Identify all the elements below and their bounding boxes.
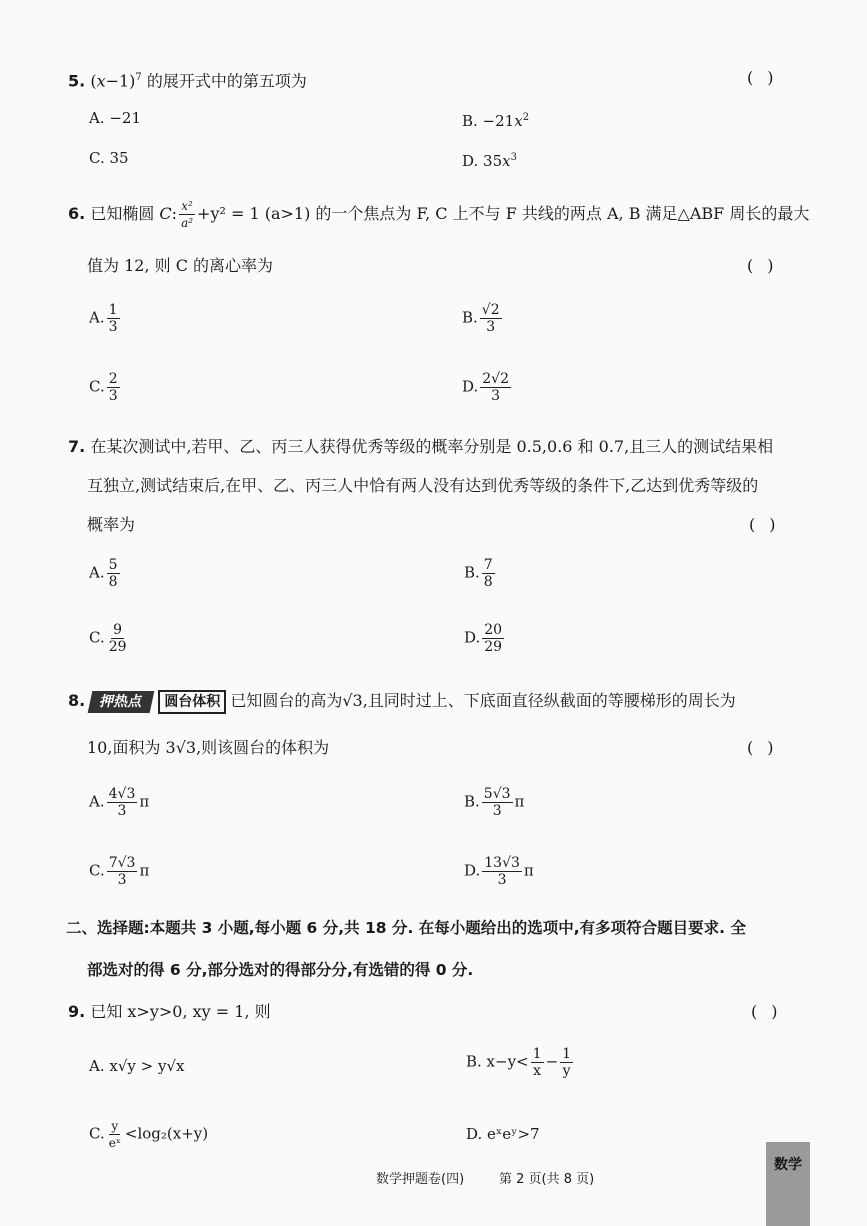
q5-stem-a: ( [90, 71, 97, 91]
q5-option-d: D. $35x^3$ [462, 152, 517, 170]
q8-option-d-label: D. [464, 861, 481, 880]
q9-stem-text: 已知 x>y>0, xy = 1, 则 [90, 1002, 271, 1021]
q7-d-num: 20 [484, 622, 503, 638]
q6-option-d-label: D. [462, 377, 479, 396]
q9-c-post: <log₂(x+y) [124, 1124, 209, 1143]
q8-option-a-label: A. [89, 792, 105, 811]
q7-c-den: 29 [108, 639, 127, 655]
q8-d-num: 13√3 [484, 855, 520, 871]
q8-option-b-frac [482, 786, 513, 819]
section2-heading-line2: 部选对的得 6 分,部分选对的得部分分,有选错的得 0 分. [87, 961, 474, 979]
q7-option-b [464, 557, 497, 590]
q6-ellipse-fraction [179, 198, 195, 231]
q5-option-c: C. 35 [89, 149, 129, 167]
q5-option-d-exp: 3 [510, 152, 517, 163]
q7-a-den: 8 [108, 574, 118, 590]
q6-option-a [89, 302, 122, 335]
q7-option-d-frac [482, 622, 504, 655]
q9-b-den2: y [562, 1063, 571, 1079]
q8-stem [68, 690, 736, 714]
q6-b-den: 3 [486, 319, 496, 335]
q9-b-num1: 1 [532, 1046, 542, 1062]
q8-b-den: 3 [492, 803, 502, 819]
q8-option-c-label: C. [89, 861, 105, 880]
q8-option-d-frac [482, 855, 522, 888]
q8-line1: 已知圆台的高为√3,且同时过上、下底面直径纵截面的等腰梯形的周长为 [230, 691, 736, 710]
q8-b-num: 5√3 [483, 786, 511, 802]
q5-stem [68, 68, 307, 91]
q6-stem-line2: 值为 12, 则 C 的离心率为 [87, 256, 274, 275]
q6-option-d-frac [480, 371, 511, 404]
q5-option-b: B. $-21x^2$ [462, 112, 530, 130]
q9-c-num: y [111, 1119, 119, 1133]
q5-stem-c: 的展开式中的第五项为 [146, 71, 307, 91]
q6-frac-num: x² [181, 199, 193, 213]
section2-heading-line1: 二、选择题:本题共 3 小题,每小题 6 分,共 18 分. 在每小题给出的选项中,有多项符合题目要求. 全 [66, 919, 746, 937]
q6-option-c-label: C. [89, 377, 105, 396]
q6-c-num: 2 [108, 371, 118, 387]
q5-option-b-exp: 2 [522, 112, 530, 123]
q9-stem [68, 1002, 271, 1022]
q7-option-b-label: B. [464, 563, 480, 582]
q7-option-a-frac [107, 557, 120, 590]
q6-option-c-frac [107, 371, 120, 404]
q8-d-den: 3 [497, 872, 507, 888]
q9-answer-paren: () [751, 1002, 792, 1021]
q9-number: 9. [68, 1002, 86, 1021]
q9-option-d: D. eˣeʸ>7 [466, 1125, 540, 1143]
q7-b-den: 8 [483, 574, 493, 590]
q9-option-b-frac2 [560, 1046, 573, 1079]
q6-option-b-label: B. [462, 308, 478, 327]
q9-b-num2: 1 [562, 1046, 572, 1062]
q6-d-den: 3 [491, 388, 501, 404]
q8-option-b-label: B. [464, 792, 480, 811]
q6-c: C [159, 204, 172, 223]
q6-option-d [462, 371, 513, 404]
q8-option-c-frac [107, 855, 138, 888]
q7-line3: 概率为 [87, 515, 136, 534]
q6-frac-den: a² [181, 216, 194, 230]
q7-c-num: 9 [113, 622, 123, 638]
q7-option-b-frac [482, 557, 495, 590]
q9-option-c-frac [107, 1118, 123, 1151]
q8-hot-topic-tag: 押热点 [88, 691, 155, 713]
q6-option-a-label: A. [89, 308, 105, 327]
q9-option-b [466, 1046, 575, 1079]
q8-c-pi: π [139, 861, 150, 880]
q8-answer-paren: () [747, 738, 788, 757]
q7-option-c-label: C. [89, 628, 105, 647]
q9-option-a: A. x√y > y√x [89, 1057, 185, 1075]
q8-a-pi: π [139, 792, 150, 811]
footer-title: 数学押题卷(四) [376, 1172, 465, 1187]
q5-exponent: 7 [135, 72, 142, 83]
q8-option-b [464, 786, 524, 819]
q7-b-num: 7 [483, 557, 493, 573]
q5-x: x [96, 71, 106, 91]
q8-option-d [464, 855, 534, 888]
q8-a-num: 4√3 [108, 786, 136, 802]
q7-option-a [89, 557, 122, 590]
q9-option-b-frac1 [531, 1046, 544, 1079]
q6-colon: : [171, 204, 178, 223]
q6-a-den: 3 [108, 319, 118, 335]
q8-c-den: 3 [117, 872, 127, 888]
q5-option-a: A. −21 [89, 109, 142, 127]
q8-line2: 10,面积为 3√3,则该圆台的体积为 [87, 738, 330, 757]
q6-c-den: 3 [108, 388, 118, 404]
q6-stem [68, 198, 809, 231]
q6-number: 6. [68, 204, 86, 223]
q7-a-num: 5 [108, 557, 118, 573]
q8-number: 8. [68, 691, 86, 710]
q6-a-num: 1 [108, 302, 118, 318]
q9-option-b-text: B. x−y< [466, 1052, 529, 1071]
q7-d-den: 29 [484, 639, 503, 655]
q7-option-c-frac [107, 622, 129, 655]
q7-option-d-label: D. [464, 628, 481, 647]
q5-option-b-text: B. −21 [462, 112, 515, 130]
q7-number: 7. [68, 437, 86, 456]
q8-b-pi: π [514, 792, 525, 811]
q8-d-pi: π [523, 861, 534, 880]
q8-a-den: 3 [117, 803, 127, 819]
q6-stem-a: 已知椭圆 [90, 204, 155, 223]
q5-number: 5. [68, 71, 86, 91]
q9-b-minus: − [545, 1052, 559, 1071]
q9-option-c [89, 1118, 208, 1151]
q7-answer-paren: () [749, 515, 790, 534]
q8-option-a [89, 786, 149, 819]
q6-d-num: 2√2 [482, 371, 510, 387]
q9-b-den1: x [533, 1063, 542, 1079]
q7-stem [68, 437, 773, 457]
q6-option-b [462, 302, 504, 335]
q5-option-d-text: D. 35 [462, 152, 503, 170]
q7-option-a-label: A. [89, 563, 105, 582]
q7-option-c [89, 622, 131, 655]
q8-c-num: 7√3 [108, 855, 136, 871]
q9-c-den: eˣ [108, 1136, 121, 1150]
q5-stem-b: −1) [105, 71, 136, 91]
q8-topic-tag: 圆台体积 [158, 690, 226, 714]
q6-answer-paren: () [747, 256, 788, 275]
q6-option-b-frac [480, 302, 502, 335]
footer-page-number: 第 2 页(共 8 页) [499, 1172, 595, 1187]
q7-option-d [464, 622, 506, 655]
q5-answer-paren: () [747, 68, 788, 87]
q6-option-a-frac [107, 302, 120, 335]
q6-option-c [89, 371, 122, 404]
q9-option-c-label: C. [89, 1124, 105, 1143]
q8-option-c [89, 855, 149, 888]
q7-line1: 在某次测试中,若甲、乙、丙三人获得优秀等级的概率分别是 0.5,0.6 和 0.7,且三人的测试结果相 [90, 437, 774, 456]
subject-tab: 数学 [766, 1142, 810, 1226]
q8-option-a-frac [107, 786, 138, 819]
q7-line2: 互独立,测试结束后,在甲、乙、丙三人中恰有两人没有达到优秀等级的条件下,乙达到优秀等级的 [87, 476, 759, 495]
q6-b-num: √2 [481, 302, 500, 318]
q6-stem-b: +y² = 1 (a>1) 的一个焦点为 F, C 上不与 F 共线的两点 A, B 满足△ABF 周长的最大 [197, 204, 810, 223]
